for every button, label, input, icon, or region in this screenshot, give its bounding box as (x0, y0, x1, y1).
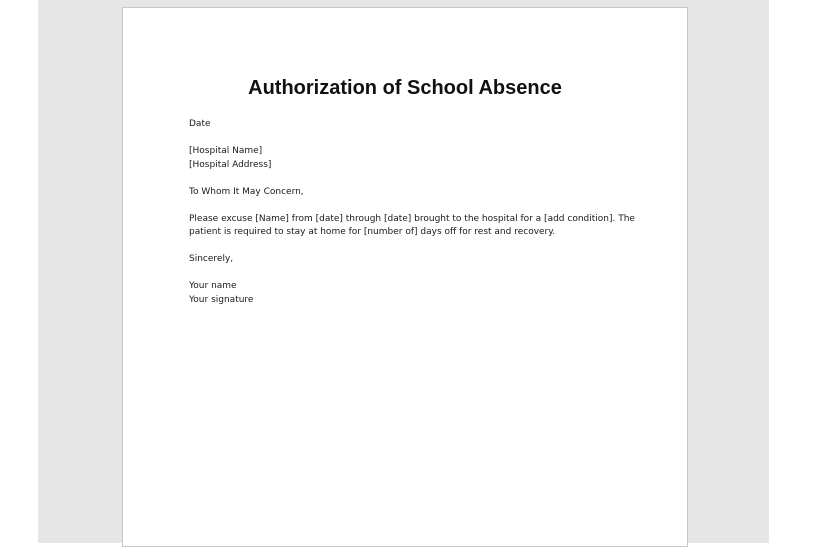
spacer (189, 199, 619, 213)
letter-body (189, 118, 635, 307)
document-viewer (38, 0, 769, 543)
spacer (189, 172, 619, 186)
hospital-address-line: [Hospital Address] (189, 159, 272, 170)
closing-line: Sincerely, (189, 254, 234, 264)
document-title: Authorization of School Absence (248, 77, 562, 99)
body-paragraph-line-2: patient is required to stay at home for [number of] days off for rest and recovery. (189, 227, 556, 237)
hospital-name-line: [Hospital Name] (189, 146, 263, 156)
date-line: Date (189, 119, 211, 129)
sender-name-line: Your name (189, 281, 237, 291)
body-paragraph-line-1: Please excuse [Name] from [date] through [date] brought to the hospital for a [add condition]. The (189, 213, 635, 224)
spacer (189, 240, 619, 254)
spacer (189, 267, 619, 281)
salutation-line: To Whom It May Concern, (189, 186, 304, 197)
spacer (189, 132, 619, 146)
document-page (122, 7, 688, 547)
sender-signature-line: Your signature (189, 294, 254, 305)
